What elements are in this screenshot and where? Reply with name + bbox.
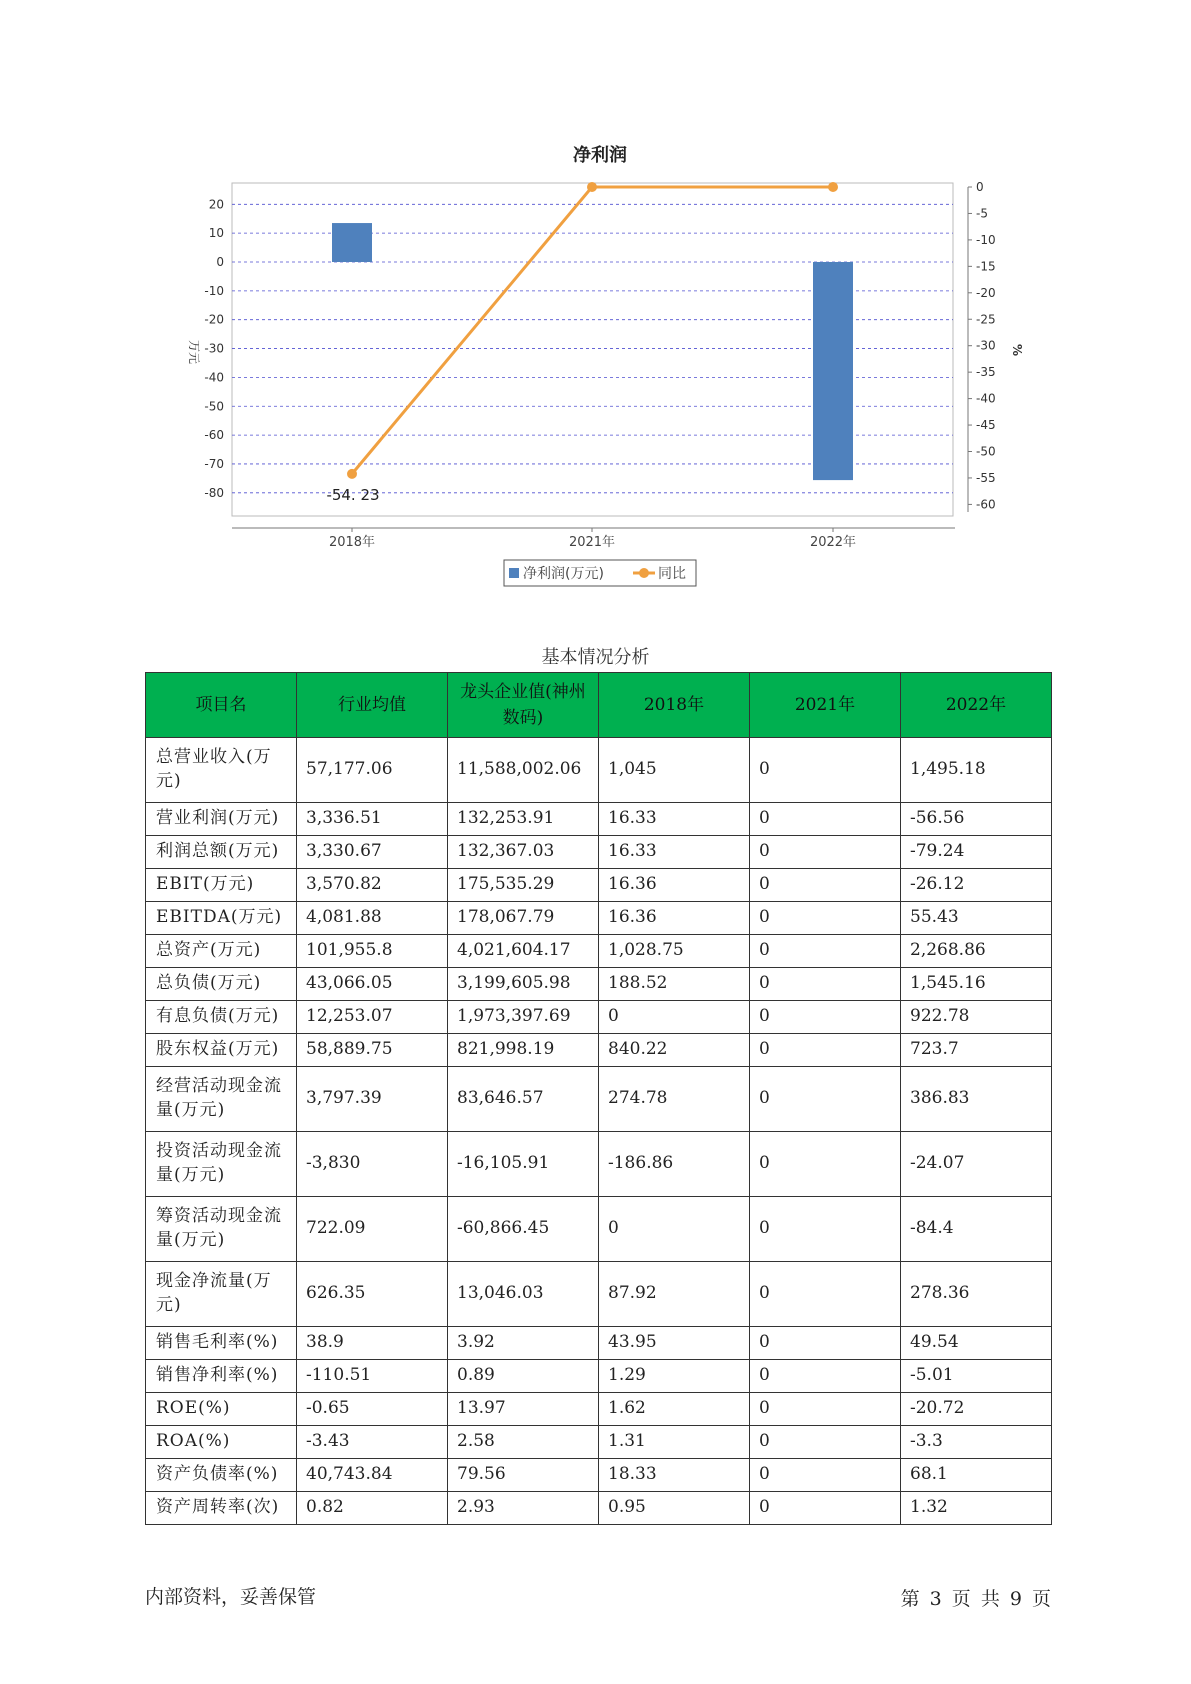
x-tick-label: 2018年 <box>328 535 376 550</box>
value-cell: 0 <box>750 803 901 836</box>
value-cell: 1.32 <box>901 1492 1052 1525</box>
table-row <box>146 1132 1052 1197</box>
table-row <box>146 935 1052 968</box>
value-cell: 3,199,605.98 <box>448 968 599 1001</box>
y-tick-label: -30 <box>204 341 224 356</box>
y2-tick-label: -30 <box>976 338 996 353</box>
yoy-line <box>352 187 833 474</box>
value-cell: 0 <box>750 1426 901 1459</box>
x-tick-label: 2021年 <box>568 535 616 550</box>
row-label-cell: 经营活动现金流量(万元) <box>146 1067 297 1132</box>
value-cell: 2.58 <box>448 1426 599 1459</box>
value-cell: 1,495.18 <box>901 738 1052 803</box>
y-tick-label: -40 <box>204 370 224 385</box>
value-cell: -60,866.45 <box>448 1197 599 1262</box>
row-label-cell: ROE(%) <box>146 1393 297 1426</box>
y-tick-label: -10 <box>204 283 224 298</box>
value-cell: 821,998.19 <box>448 1034 599 1067</box>
value-cell: 2.93 <box>448 1492 599 1525</box>
row-label-cell: EBIT(万元) <box>146 869 297 902</box>
yoy-point <box>587 182 597 192</box>
row-label-cell: 资产负债率(%) <box>146 1459 297 1492</box>
value-cell: 0.95 <box>599 1492 750 1525</box>
value-cell: 0 <box>750 1327 901 1360</box>
y-tick-label: -60 <box>204 428 224 443</box>
net-profit-chart <box>0 0 1191 600</box>
basic-analysis-table <box>145 672 1052 1525</box>
value-cell: 723.7 <box>901 1034 1052 1067</box>
legend-bar-swatch <box>509 568 519 578</box>
bar <box>813 262 853 480</box>
row-label-cell: 股东权益(万元) <box>146 1034 297 1067</box>
y-tick-label: -70 <box>204 456 224 471</box>
value-cell: 11,588,002.06 <box>448 738 599 803</box>
value-cell: 40,743.84 <box>297 1459 448 1492</box>
row-label-cell: 总营业收入(万元) <box>146 738 297 803</box>
value-cell: 38.9 <box>297 1327 448 1360</box>
value-cell: 1.62 <box>599 1393 750 1426</box>
y-tick-label: 20 <box>208 197 224 212</box>
value-cell: 3.92 <box>448 1327 599 1360</box>
value-cell: -3,830 <box>297 1132 448 1197</box>
value-cell: 0.89 <box>448 1360 599 1393</box>
value-cell: -56.56 <box>901 803 1052 836</box>
value-cell: 722.09 <box>297 1197 448 1262</box>
y2-tick-label: -20 <box>976 285 996 300</box>
y2-tick-label: -50 <box>976 444 996 459</box>
table-title: 基本情况分析 <box>541 647 650 668</box>
value-cell: 0 <box>750 869 901 902</box>
value-cell: 175,535.29 <box>448 869 599 902</box>
value-cell: 188.52 <box>599 968 750 1001</box>
table-row <box>146 1034 1052 1067</box>
value-cell: 0 <box>750 902 901 935</box>
value-cell: 16.36 <box>599 902 750 935</box>
y2-axis-label: % <box>1010 343 1024 357</box>
value-cell: -186.86 <box>599 1132 750 1197</box>
header-cell: 2018年 <box>599 673 750 738</box>
value-cell: 1,028.75 <box>599 935 750 968</box>
value-cell: 0 <box>599 1197 750 1262</box>
y-tick-label: -20 <box>204 312 224 327</box>
value-cell: 13,046.03 <box>448 1262 599 1327</box>
value-cell: -26.12 <box>901 869 1052 902</box>
footer-confidential-note: 内部资料，妥善保管 <box>145 1586 317 1608</box>
row-label-cell: 有息负债(万元) <box>146 1001 297 1034</box>
value-cell: 4,081.88 <box>297 902 448 935</box>
chart-title: 净利润 <box>573 145 627 166</box>
header-cell: 行业均值 <box>297 673 448 738</box>
table-row <box>146 1262 1052 1327</box>
yoy-point <box>347 469 357 479</box>
row-label-cell: 营业利润(万元) <box>146 803 297 836</box>
value-cell: 0 <box>750 968 901 1001</box>
y2-tick-label: -60 <box>976 497 996 512</box>
value-cell: 0 <box>599 1001 750 1034</box>
value-cell: 49.54 <box>901 1327 1052 1360</box>
table-row <box>146 1067 1052 1132</box>
value-cell: 2,268.86 <box>901 935 1052 968</box>
y-tick-label: -50 <box>204 399 224 414</box>
value-cell: 43,066.05 <box>297 968 448 1001</box>
y2-tick-label: -5 <box>976 206 988 221</box>
value-cell: -20.72 <box>901 1393 1052 1426</box>
row-label-cell: 总负债(万元) <box>146 968 297 1001</box>
value-cell: 13.97 <box>448 1393 599 1426</box>
value-cell: 68.1 <box>901 1459 1052 1492</box>
value-cell: 55.43 <box>901 902 1052 935</box>
value-cell: 0 <box>750 1132 901 1197</box>
row-label-cell: 总资产(万元) <box>146 935 297 968</box>
value-cell: 278.36 <box>901 1262 1052 1327</box>
value-cell: 0 <box>750 1459 901 1492</box>
value-cell: 1,545.16 <box>901 968 1052 1001</box>
table-row <box>146 1459 1052 1492</box>
value-cell: -5.01 <box>901 1360 1052 1393</box>
y2-tick-label: 0 <box>976 180 984 194</box>
row-label-cell: 利润总额(万元) <box>146 836 297 869</box>
table-row <box>146 836 1052 869</box>
row-label-cell: ROA(%) <box>146 1426 297 1459</box>
value-cell: 16.36 <box>599 869 750 902</box>
value-cell: 840.22 <box>599 1034 750 1067</box>
value-cell: 178,067.79 <box>448 902 599 935</box>
value-cell: 626.35 <box>297 1262 448 1327</box>
value-cell: 43.95 <box>599 1327 750 1360</box>
value-cell: 4,021,604.17 <box>448 935 599 968</box>
bar <box>332 223 372 262</box>
value-cell: 922.78 <box>901 1001 1052 1034</box>
value-cell: 101,955.8 <box>297 935 448 968</box>
value-cell: -79.24 <box>901 836 1052 869</box>
value-cell: -3.3 <box>901 1426 1052 1459</box>
value-cell: 0 <box>750 1001 901 1034</box>
value-cell: 3,570.82 <box>297 869 448 902</box>
row-label-cell: 筹资活动现金流量(万元) <box>146 1197 297 1262</box>
value-cell: 16.33 <box>599 803 750 836</box>
footer-page-number: 第 3 页 共 9 页 <box>900 1588 1051 1610</box>
table-row <box>146 1426 1052 1459</box>
value-cell: 132,253.91 <box>448 803 599 836</box>
table-header-row <box>146 673 1052 738</box>
table-row <box>146 1327 1052 1360</box>
table-row <box>146 968 1052 1001</box>
y2-tick-label: -55 <box>976 470 996 485</box>
value-cell: 1.31 <box>599 1426 750 1459</box>
value-cell: 3,330.67 <box>297 836 448 869</box>
table-row <box>146 1393 1052 1426</box>
header-cell: 2022年 <box>901 673 1052 738</box>
y2-tick-label: -35 <box>976 365 996 380</box>
header-cell: 龙头企业值(神州数码) <box>448 673 599 738</box>
value-cell: 0 <box>750 836 901 869</box>
table-row <box>146 1197 1052 1262</box>
table-row <box>146 1001 1052 1034</box>
value-cell: 3,797.39 <box>297 1067 448 1132</box>
table-row <box>146 1360 1052 1393</box>
value-cell: 87.92 <box>599 1262 750 1327</box>
value-cell: 1.29 <box>599 1360 750 1393</box>
y-axis-label: 万元 <box>187 339 201 365</box>
legend-label: 同比 <box>658 566 686 582</box>
value-cell: 0 <box>750 738 901 803</box>
y2-tick-label: -15 <box>976 259 996 274</box>
value-cell: 0.82 <box>297 1492 448 1525</box>
value-cell: -16,105.91 <box>448 1132 599 1197</box>
data-label: -54. 23 <box>326 485 380 504</box>
value-cell: 57,177.06 <box>297 738 448 803</box>
x-tick-label: 2022年 <box>809 535 857 550</box>
table-row <box>146 1492 1052 1525</box>
value-cell: -0.65 <box>297 1393 448 1426</box>
value-cell: 386.83 <box>901 1067 1052 1132</box>
value-cell: 0 <box>750 1197 901 1262</box>
value-cell: 0 <box>750 935 901 968</box>
value-cell: 12,253.07 <box>297 1001 448 1034</box>
value-cell: 0 <box>750 1034 901 1067</box>
y2-tick-label: -10 <box>976 232 996 247</box>
row-label-cell: 销售净利率(%) <box>146 1360 297 1393</box>
y-tick-label: 0 <box>216 255 224 269</box>
row-label-cell: EBITDA(万元) <box>146 902 297 935</box>
value-cell: 0 <box>750 1067 901 1132</box>
row-label-cell: 资产周转率(次) <box>146 1492 297 1525</box>
value-cell: 0 <box>750 1360 901 1393</box>
y2-tick-label: -45 <box>976 418 996 433</box>
value-cell: 3,336.51 <box>297 803 448 836</box>
value-cell: -110.51 <box>297 1360 448 1393</box>
value-cell: -24.07 <box>901 1132 1052 1197</box>
value-cell: 79.56 <box>448 1459 599 1492</box>
header-cell: 项目名 <box>146 673 297 738</box>
value-cell: -84.4 <box>901 1197 1052 1262</box>
legend-line-marker <box>639 568 649 578</box>
table-row <box>146 803 1052 836</box>
value-cell: 1,045 <box>599 738 750 803</box>
value-cell: 0 <box>750 1492 901 1525</box>
row-label-cell: 现金净流量(万元) <box>146 1262 297 1327</box>
value-cell: 18.33 <box>599 1459 750 1492</box>
value-cell: 0 <box>750 1262 901 1327</box>
table-body <box>146 738 1052 1525</box>
y-tick-label: 10 <box>208 226 224 241</box>
table-row <box>146 902 1052 935</box>
row-label-cell: 投资活动现金流量(万元) <box>146 1132 297 1197</box>
value-cell: 132,367.03 <box>448 836 599 869</box>
value-cell: 1,973,397.69 <box>448 1001 599 1034</box>
legend-label: 净利润(万元) <box>523 566 604 582</box>
value-cell: 16.33 <box>599 836 750 869</box>
row-label-cell: 销售毛利率(%) <box>146 1327 297 1360</box>
y2-tick-label: -40 <box>976 391 996 406</box>
value-cell: -3.43 <box>297 1426 448 1459</box>
yoy-point <box>828 182 838 192</box>
table-row <box>146 738 1052 803</box>
y-tick-label: -80 <box>204 485 224 500</box>
value-cell: 0 <box>750 1393 901 1426</box>
table-row <box>146 869 1052 902</box>
value-cell: 83,646.57 <box>448 1067 599 1132</box>
header-cell: 2021年 <box>750 673 901 738</box>
value-cell: 274.78 <box>599 1067 750 1132</box>
y2-tick-label: -25 <box>976 312 996 327</box>
value-cell: 58,889.75 <box>297 1034 448 1067</box>
